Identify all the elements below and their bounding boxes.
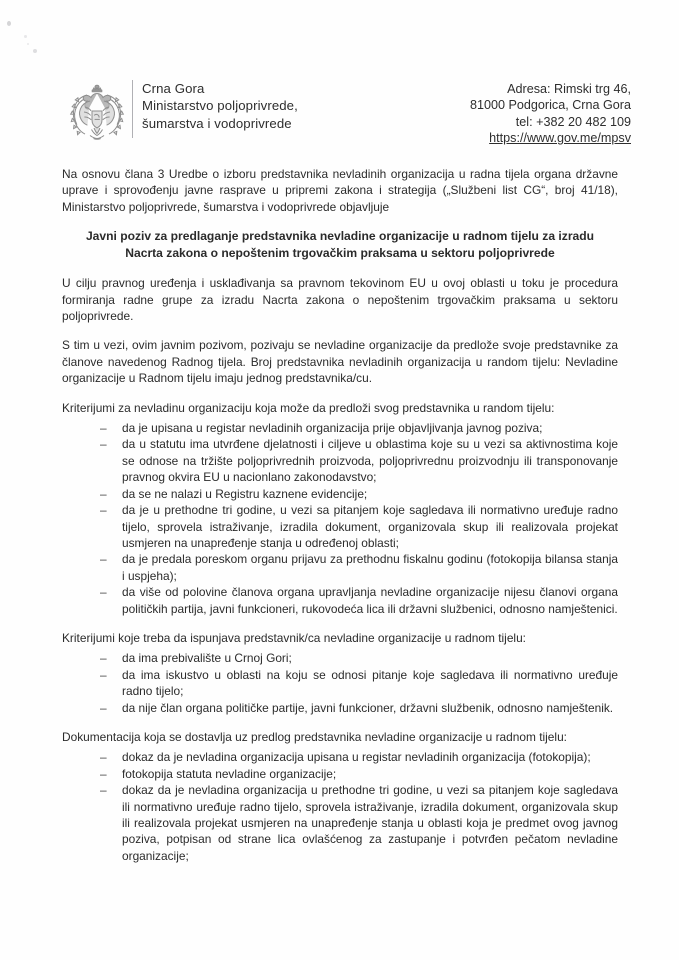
document-title: Javni poziv za predlaganje predstavnika nevladine organizacije u radnom tijelu za izradu Nacrta zakona o nepoštenim trgovačkim praksama u sektoru poljoprivrede bbox=[85, 229, 595, 261]
scan-speckle bbox=[7, 21, 11, 26]
organization-line-1: Crna Gora bbox=[142, 81, 205, 96]
list-item-text: da je predala poreskom organu prijavu za prethodnu fiskalnu godinu (fotokopija bilansa stanja i uspjeha); bbox=[122, 552, 618, 583]
organization-line-2: Ministarstvo poljoprivrede, bbox=[142, 98, 298, 114]
list-item bbox=[100, 551, 618, 584]
list-item-text: da se ne nalazi u Registru kaznene evidencije; bbox=[122, 486, 368, 501]
list-item bbox=[100, 502, 618, 551]
intro-paragraph: Na osnovu člana 3 Uredbe o izboru predstavnika nevladinih organizacija u radna tijela organa državne uprave i sprovođenju javne rasprave u pripremi zakona i strategija („Službeni list CG“, broj 41/18), Ministarstvo poljoprivrede, šumarstva i vodoprivrede objavljuje bbox=[62, 167, 618, 214]
bullet-dash-icon: – bbox=[100, 421, 107, 436]
bullet-dash-icon: – bbox=[100, 700, 107, 715]
bullet-dash-icon: – bbox=[100, 585, 107, 600]
list-item bbox=[100, 650, 618, 666]
bullet-dash-icon: – bbox=[100, 783, 107, 798]
list-item bbox=[100, 420, 618, 436]
address-city: 81000 Podgorica, Crna Gora bbox=[469, 98, 631, 113]
bullet-dash-icon: – bbox=[100, 750, 107, 765]
address-street: Adresa: Rimski trg 46, bbox=[507, 82, 631, 96]
bullet-dash-icon: – bbox=[100, 766, 107, 781]
organization-line-3: šumarstva i vodoprivrede bbox=[142, 115, 292, 131]
list-item-text: dokaz da je nevladina organizacija upisana u registar nevladinih organizacija (fotokopija); bbox=[122, 750, 591, 765]
scan-speckle bbox=[24, 35, 27, 38]
bullet-dash-icon: – bbox=[100, 437, 107, 452]
list-item-text: dokaz da je nevladina organizacija u prethodne tri godine, u vezi sa pitanjem koje sagledava ili normativno uređuje radno tijelo, sprovela istraživanje, izradila dokument, organizovala skup ili realizovala projekat usmjeren na unapređenje stanja u oblasti koja je predmet ovog javnog poziva, potpisan od strane lica ovlašćenog za zastupanje i potvrđen pečatom nevladine organizacije; bbox=[122, 783, 618, 863]
criteria-organization-heading: Kriterijumi za nevladinu organizaciju koja može da predloži svog predstavnika u random tijelu: bbox=[62, 400, 555, 415]
criteria-representative-list bbox=[62, 650, 618, 716]
list-item bbox=[100, 584, 618, 617]
list-item bbox=[100, 766, 618, 782]
list-item-text: da u statutu ima utvrđene djelatnosti i ciljeve u oblastima koje su u vezi sa aktivnostima koje se odnose na tržište poljoprivrednih proizvoda, poljoprivrednu proizvodnju ili transponovanje pravnog okvira EU u nacionlano zakonodavstvo; bbox=[122, 437, 618, 485]
documentation-heading: Dokumentacija koja se dostavlja uz predlog predstavnika nevladine organizacije u radnom tijelu: bbox=[62, 729, 567, 744]
list-item-text: da više od polovine članova organa upravljanja nevladine organizacije nijesu članovi organa političkih partija, javni funkcioneri, rukovodeća lica ili državni službenici, odnosno namještenici. bbox=[122, 585, 618, 616]
bullet-dash-icon: – bbox=[100, 503, 107, 518]
bullet-dash-icon: – bbox=[100, 667, 107, 682]
list-item bbox=[100, 782, 618, 864]
list-item-text: da ima iskustvo u oblasti na koju se odnosi pitanje koje sagledava ili normativno uređuje radno tijelo; bbox=[122, 667, 618, 699]
list-item bbox=[100, 436, 618, 485]
contact-address bbox=[470, 81, 631, 147]
list-item-text: da je u prethodne tri godine, u vezi sa pitanjem koje sagledava ili normativno uređuje radno tijelo, sprovela istraživanje, izradila dokument, organizovala skup ili realizovala projekat usmjeren na unapređenje stanja u određenoj oblasti; bbox=[122, 503, 618, 550]
organization-name bbox=[142, 80, 298, 132]
criteria-representative-heading: Kriterijumi koje treba da ispunjava predstavnik/ca nevladine organizacije u radnom tijelu: bbox=[62, 630, 526, 645]
list-item-text: fotokopija statuta nevladine organizacije; bbox=[122, 766, 337, 781]
purpose-paragraph: U cilju pravnog uređenja i usklađivanja sa pravnom tekovinom EU u ovoj oblasti u toku je procedura formiranja radne grupe za izradu Nacrta zakona o nepoštenim trgovačkim praksama u sektoru poljoprivrede. bbox=[62, 276, 618, 324]
bullet-dash-icon: – bbox=[100, 651, 107, 666]
criteria-organization-list bbox=[62, 420, 618, 617]
list-item bbox=[100, 700, 618, 716]
montenegro-coat-of-arms-icon bbox=[68, 81, 126, 141]
invitation-paragraph: S tim u vezi, ovim javnim pozivom, pozivaju se nevladine organizacije da predlože svoje predstavnike za članove navedenog Radnog tijela. Broj predstavnika nevladinih organizacija u random tijelu: Nevladine organizacije u Radnom tijelu imaju jednog predstavnika/cu. bbox=[62, 338, 618, 386]
header-divider bbox=[132, 80, 133, 138]
website-link[interactable]: https://www.gov.me/mpsv bbox=[489, 131, 631, 146]
list-item-text: da nije član organa političke partije, javni funkcioner, državni službenik, odnosno namještenik. bbox=[122, 700, 614, 715]
list-item-text: da je upisana u registar nevladinih organizacija prije objavljivanja javnog poziva; bbox=[122, 421, 543, 436]
list-item bbox=[100, 667, 618, 700]
bullet-dash-icon: – bbox=[100, 552, 107, 567]
list-item bbox=[100, 749, 618, 765]
document-body bbox=[62, 166, 618, 877]
bullet-dash-icon: – bbox=[100, 486, 107, 501]
scan-speckle bbox=[33, 49, 37, 53]
list-item bbox=[100, 486, 618, 502]
documentation-list bbox=[62, 749, 618, 864]
document-header bbox=[62, 78, 631, 148]
address-phone: tel: +382 20 482 109 bbox=[515, 114, 631, 129]
list-item-text: da ima prebivalište u Crnoj Gori; bbox=[122, 651, 292, 666]
scan-speckle bbox=[27, 43, 29, 45]
